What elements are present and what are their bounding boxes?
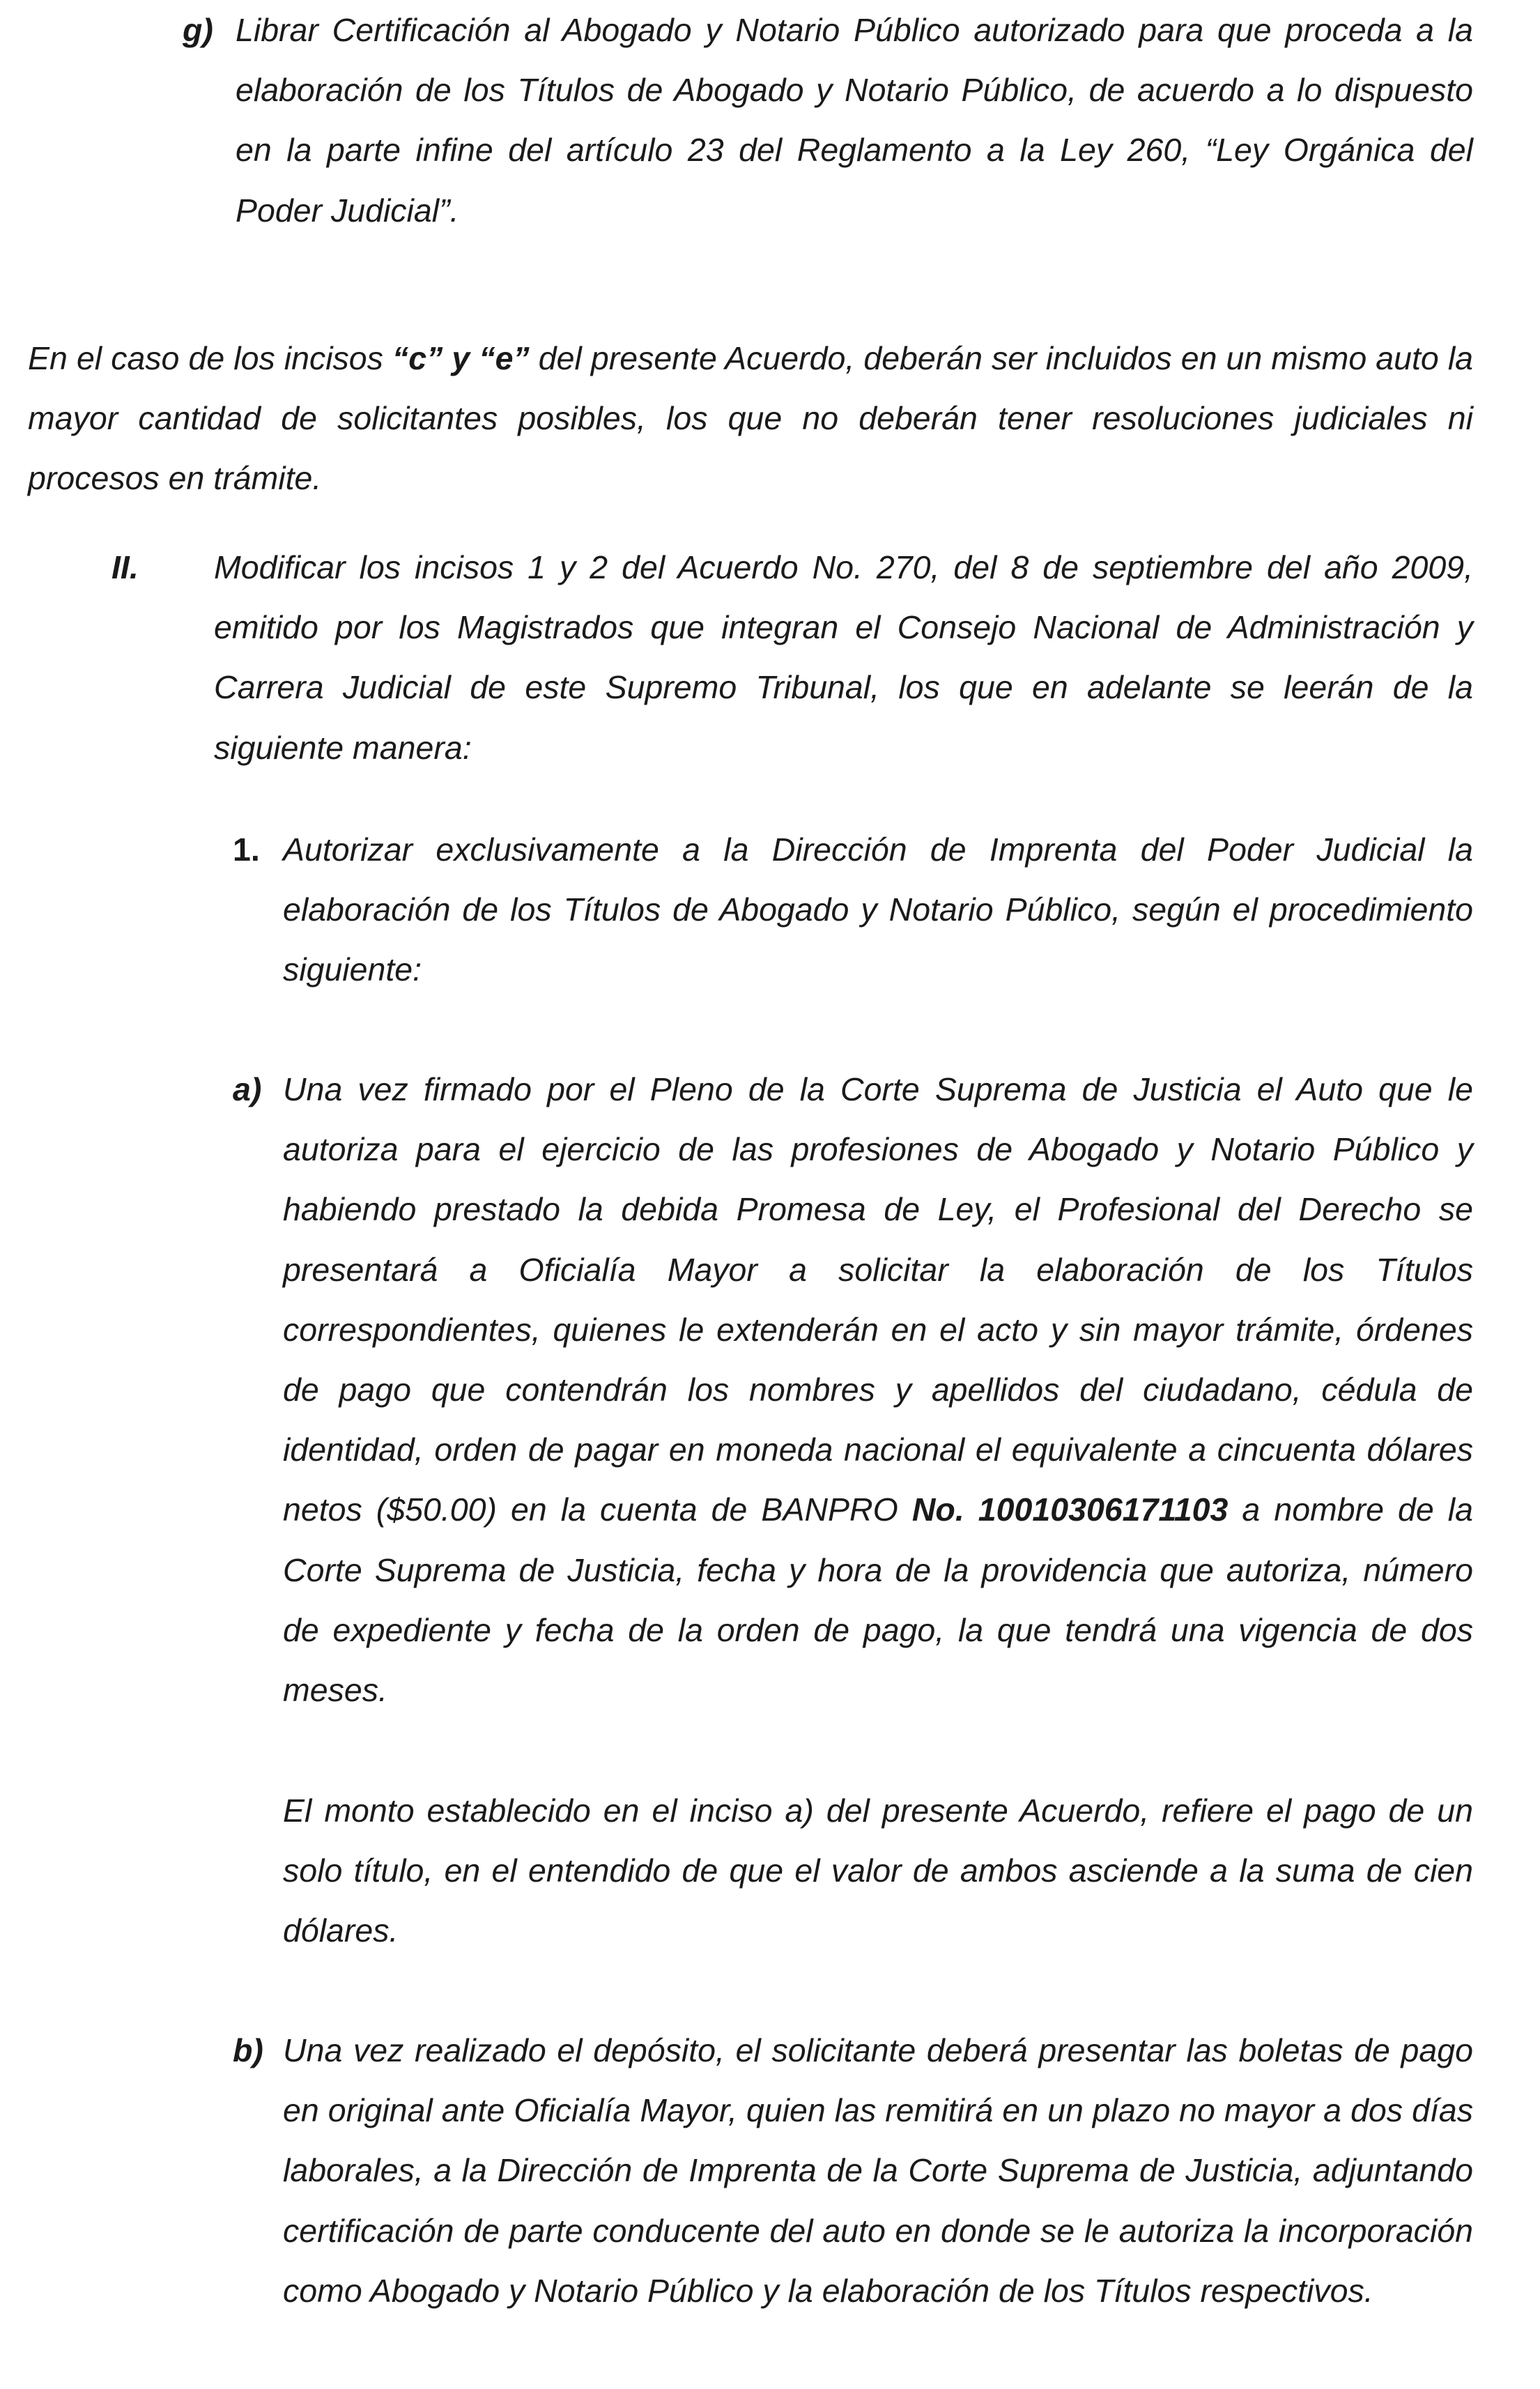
bank-account-number: No. 10010306171103 xyxy=(911,1491,1229,1528)
paragraph-incisos-bold: “c” y “e” xyxy=(392,340,530,376)
item-g-text: Librar Certificación al Abogado y Notario Público autorizado para que proceda a la elaboración de los Títulos de Abogado y Notario Público, de acuerdo a lo dispuesto en la parte infine del artículo 23 del Reglamento a la Ley 260, “Ley Orgánica del Poder Judicial”. xyxy=(236,12,1473,229)
paragraph-incisos xyxy=(28,328,1473,509)
item-a-marker: a) xyxy=(233,1071,262,1107)
paragraph-monto: El monto establecido en el inciso a) del presente Acuerdo, refiere el pago de un solo título, en el entendido de que el valor de ambos asciende a la suma de cien dólares. xyxy=(283,1792,1473,1949)
paragraph-incisos-before: En el caso de los incisos xyxy=(28,340,392,376)
section-ii-text: Modificar los incisos 1 y 2 del Acuerdo No. 270, del 8 de septiembre del año 2009, emitido por los Magistrados que integran el Consejo Nacional de Administración y Carrera Judicial de este Supremo Tribunal, los que en adelante se leerán de la siguiente manera: xyxy=(214,549,1473,766)
item-1-marker: 1. xyxy=(233,831,260,868)
section-ii-marker: II. xyxy=(111,549,139,585)
item-a-text-after: a nombre de la Corte Suprema de Justicia, fecha y hora de la providencia que autoriza, número de expediente y fecha de la orden de pago, la que tendrá una vigencia de dos meses. xyxy=(283,1491,1473,1709)
item-1-text: Autorizar exclusivamente a la Dirección de Imprenta del Poder Judicial la elaboración de los Títulos de Abogado y Notario Público, según el procedimiento siguiente: xyxy=(283,831,1473,988)
item-b-text: Una vez realizado el depósito, el solicitante deberá presentar las boletas de pago en original ante Oficialía Mayor, quien las remitirá en un plazo no mayor a dos días laborales, a la Dirección de Imprenta de la Corte Suprema de Justicia, adjuntando certificación de parte conducente del auto en donde se le autoriza la incorporación como Abogado y Notario Público y la elaboración de los Títulos respectivos. xyxy=(283,2032,1473,2309)
item-b-marker: b) xyxy=(233,2032,263,2068)
item-a-text-before: Una vez firmado por el Pleno de la Corte Suprema de Justicia el Auto que le autoriza para el ejercicio de las profesiones de Abogado y Notario Público y habiendo prestado la debida Promesa de Ley, el Profesional del Derecho se presentará a Oficialía Mayor a solicitar la elaboración de los Títulos correspondientes, quienes le extenderán en el acto y sin mayor trámite, órdenes de pago que contendrán los nombres y apellidos del ciudadano, cédula de identidad, orden de pagar en moneda nacional el equivalente a cincuenta dólares netos ($50.00) en la cuenta de BANPRO xyxy=(283,1071,1473,1528)
paragraph-incisos-after: del presente Acuerdo, deberán ser incluidos en un mismo auto la mayor cantidad de solicitantes posibles, los que no deberán tener resoluciones judiciales ni procesos en trámite. xyxy=(28,340,1474,497)
item-g-marker: g) xyxy=(183,12,213,48)
item-a-text xyxy=(283,1059,1473,1720)
